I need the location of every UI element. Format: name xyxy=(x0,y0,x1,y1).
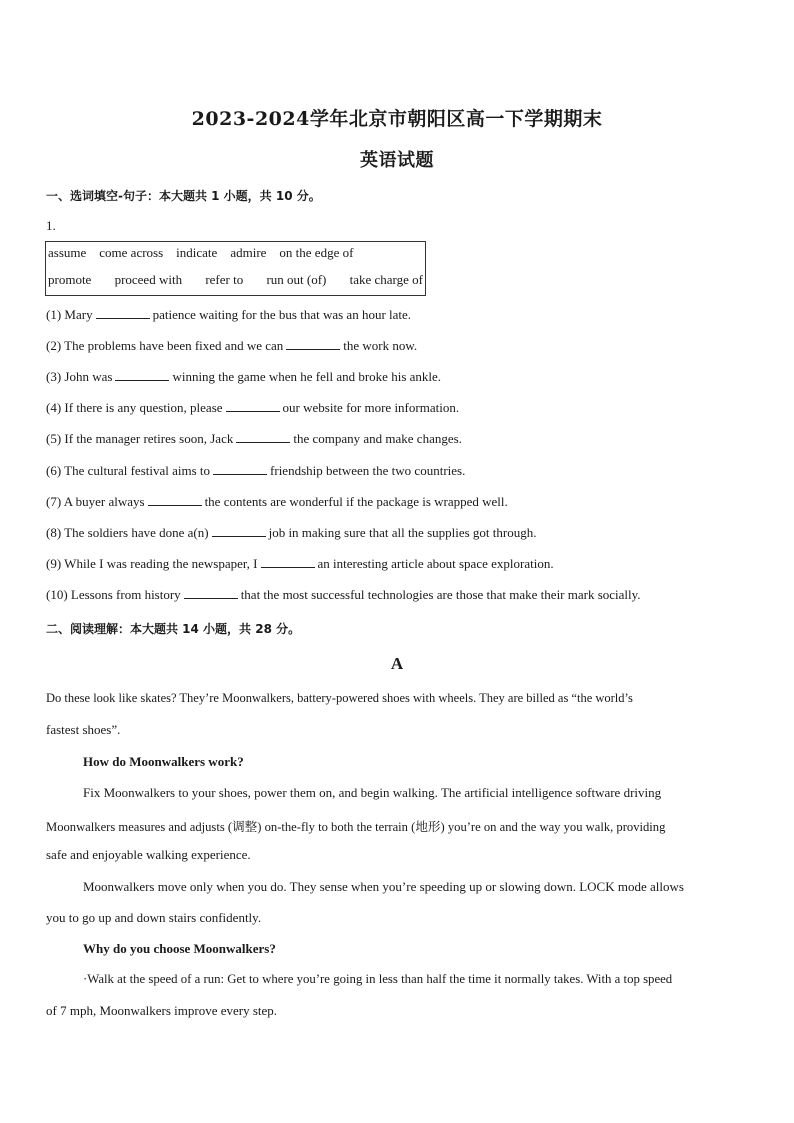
passage-line: Moonwalkers measures and adjusts (调整) on-the-fly to both the terrain (地形) you’re on and the way you walk, providing xyxy=(46,820,666,834)
question-number: 1. xyxy=(46,218,56,233)
word-bank-item: admire xyxy=(230,245,267,260)
word-bank-item: run out (of) xyxy=(266,272,327,287)
word-bank-item: indicate xyxy=(176,245,218,260)
passage-subheading: How do Moonwalkers work? xyxy=(83,754,244,769)
answer-blank[interactable] xyxy=(226,400,280,412)
sentence-item: (3) John was winning the game when he fell and broke his ankle. xyxy=(46,369,442,384)
word-bank-row-1 xyxy=(48,245,423,261)
section2-heading: 二、阅读理解：本大题共 14 小题，共 28 分。 xyxy=(46,622,301,636)
document-title: 2023-2024学年北京市朝阳区高一下学期期末 xyxy=(191,108,603,130)
answer-blank[interactable] xyxy=(261,556,315,568)
word-bank-row-2 xyxy=(48,272,423,288)
sentence-item: (4) If there is any question, please our website for more information. xyxy=(46,400,460,415)
passage-line: Fix Moonwalkers to your shoes, power them on, and begin walking. The artificial intelligence software driving xyxy=(83,785,662,800)
passage-line: of 7 mph, Moonwalkers improve every step. xyxy=(46,1003,278,1018)
passage-line: ·Walk at the speed of a run: Get to where you’re going in less than half the time it normally takes. With a top speed xyxy=(83,972,673,986)
word-bank-item: promote xyxy=(48,272,92,287)
document-subtitle: 英语试题 xyxy=(360,150,434,171)
passage-line: Do these look like skates? They’re Moonwalkers, battery-powered shoes with wheels. They are billed as “the world’s xyxy=(46,691,633,705)
sentence-item: (7) A buyer always the contents are wonderful if the package is wrapped well. xyxy=(46,494,508,509)
answer-blank[interactable] xyxy=(115,369,169,381)
sentence-item: (2) The problems have been fixed and we can the work now. xyxy=(46,338,418,353)
sentence-item: (10) Lessons from history that the most successful technologies are those that make their mark socially. xyxy=(46,587,641,602)
answer-blank[interactable] xyxy=(96,307,150,319)
word-bank-item: refer to xyxy=(205,272,244,287)
answer-blank[interactable] xyxy=(212,525,266,537)
sentence-item: (5) If the manager retires soon, Jack the company and make changes. xyxy=(46,431,462,446)
passage-subheading: Why do you choose Moonwalkers? xyxy=(83,941,276,956)
passage-line: you to go up and down stairs confidently. xyxy=(46,910,262,925)
sentence-item: (8) The soldiers have done a(n) job in making sure that all the supplies got through. xyxy=(46,525,537,540)
word-bank-item: come across xyxy=(99,245,164,260)
passage-line: fastest shoes”. xyxy=(46,722,121,737)
section1-heading: 一、选词填空-句子：本大题共 1 小题，共 10 分。 xyxy=(46,189,321,203)
answer-blank[interactable] xyxy=(286,338,340,350)
answer-blank[interactable] xyxy=(236,431,290,443)
answer-blank[interactable] xyxy=(184,587,238,599)
passage-label: A xyxy=(390,654,404,673)
sentence-item: (1) Mary patience waiting for the bus that was an hour late. xyxy=(46,307,412,322)
word-bank-box xyxy=(45,241,426,296)
sentence-item: (9) While I was reading the newspaper, I an interesting article about space exploration. xyxy=(46,556,554,571)
word-bank-item: on the edge of xyxy=(279,245,354,260)
sentence-item: (6) The cultural festival aims to friendship between the two countries. xyxy=(46,463,466,478)
answer-blank[interactable] xyxy=(213,463,267,475)
word-bank-item: proceed with xyxy=(114,272,183,287)
word-bank-item: assume xyxy=(48,245,87,260)
answer-blank[interactable] xyxy=(148,494,202,506)
passage-line: safe and enjoyable walking experience. xyxy=(46,847,251,862)
passage-line: Moonwalkers move only when you do. They sense when you’re speeding up or slowing down. LOCK mode allows xyxy=(83,879,684,894)
word-bank-item: take charge of xyxy=(349,272,423,287)
